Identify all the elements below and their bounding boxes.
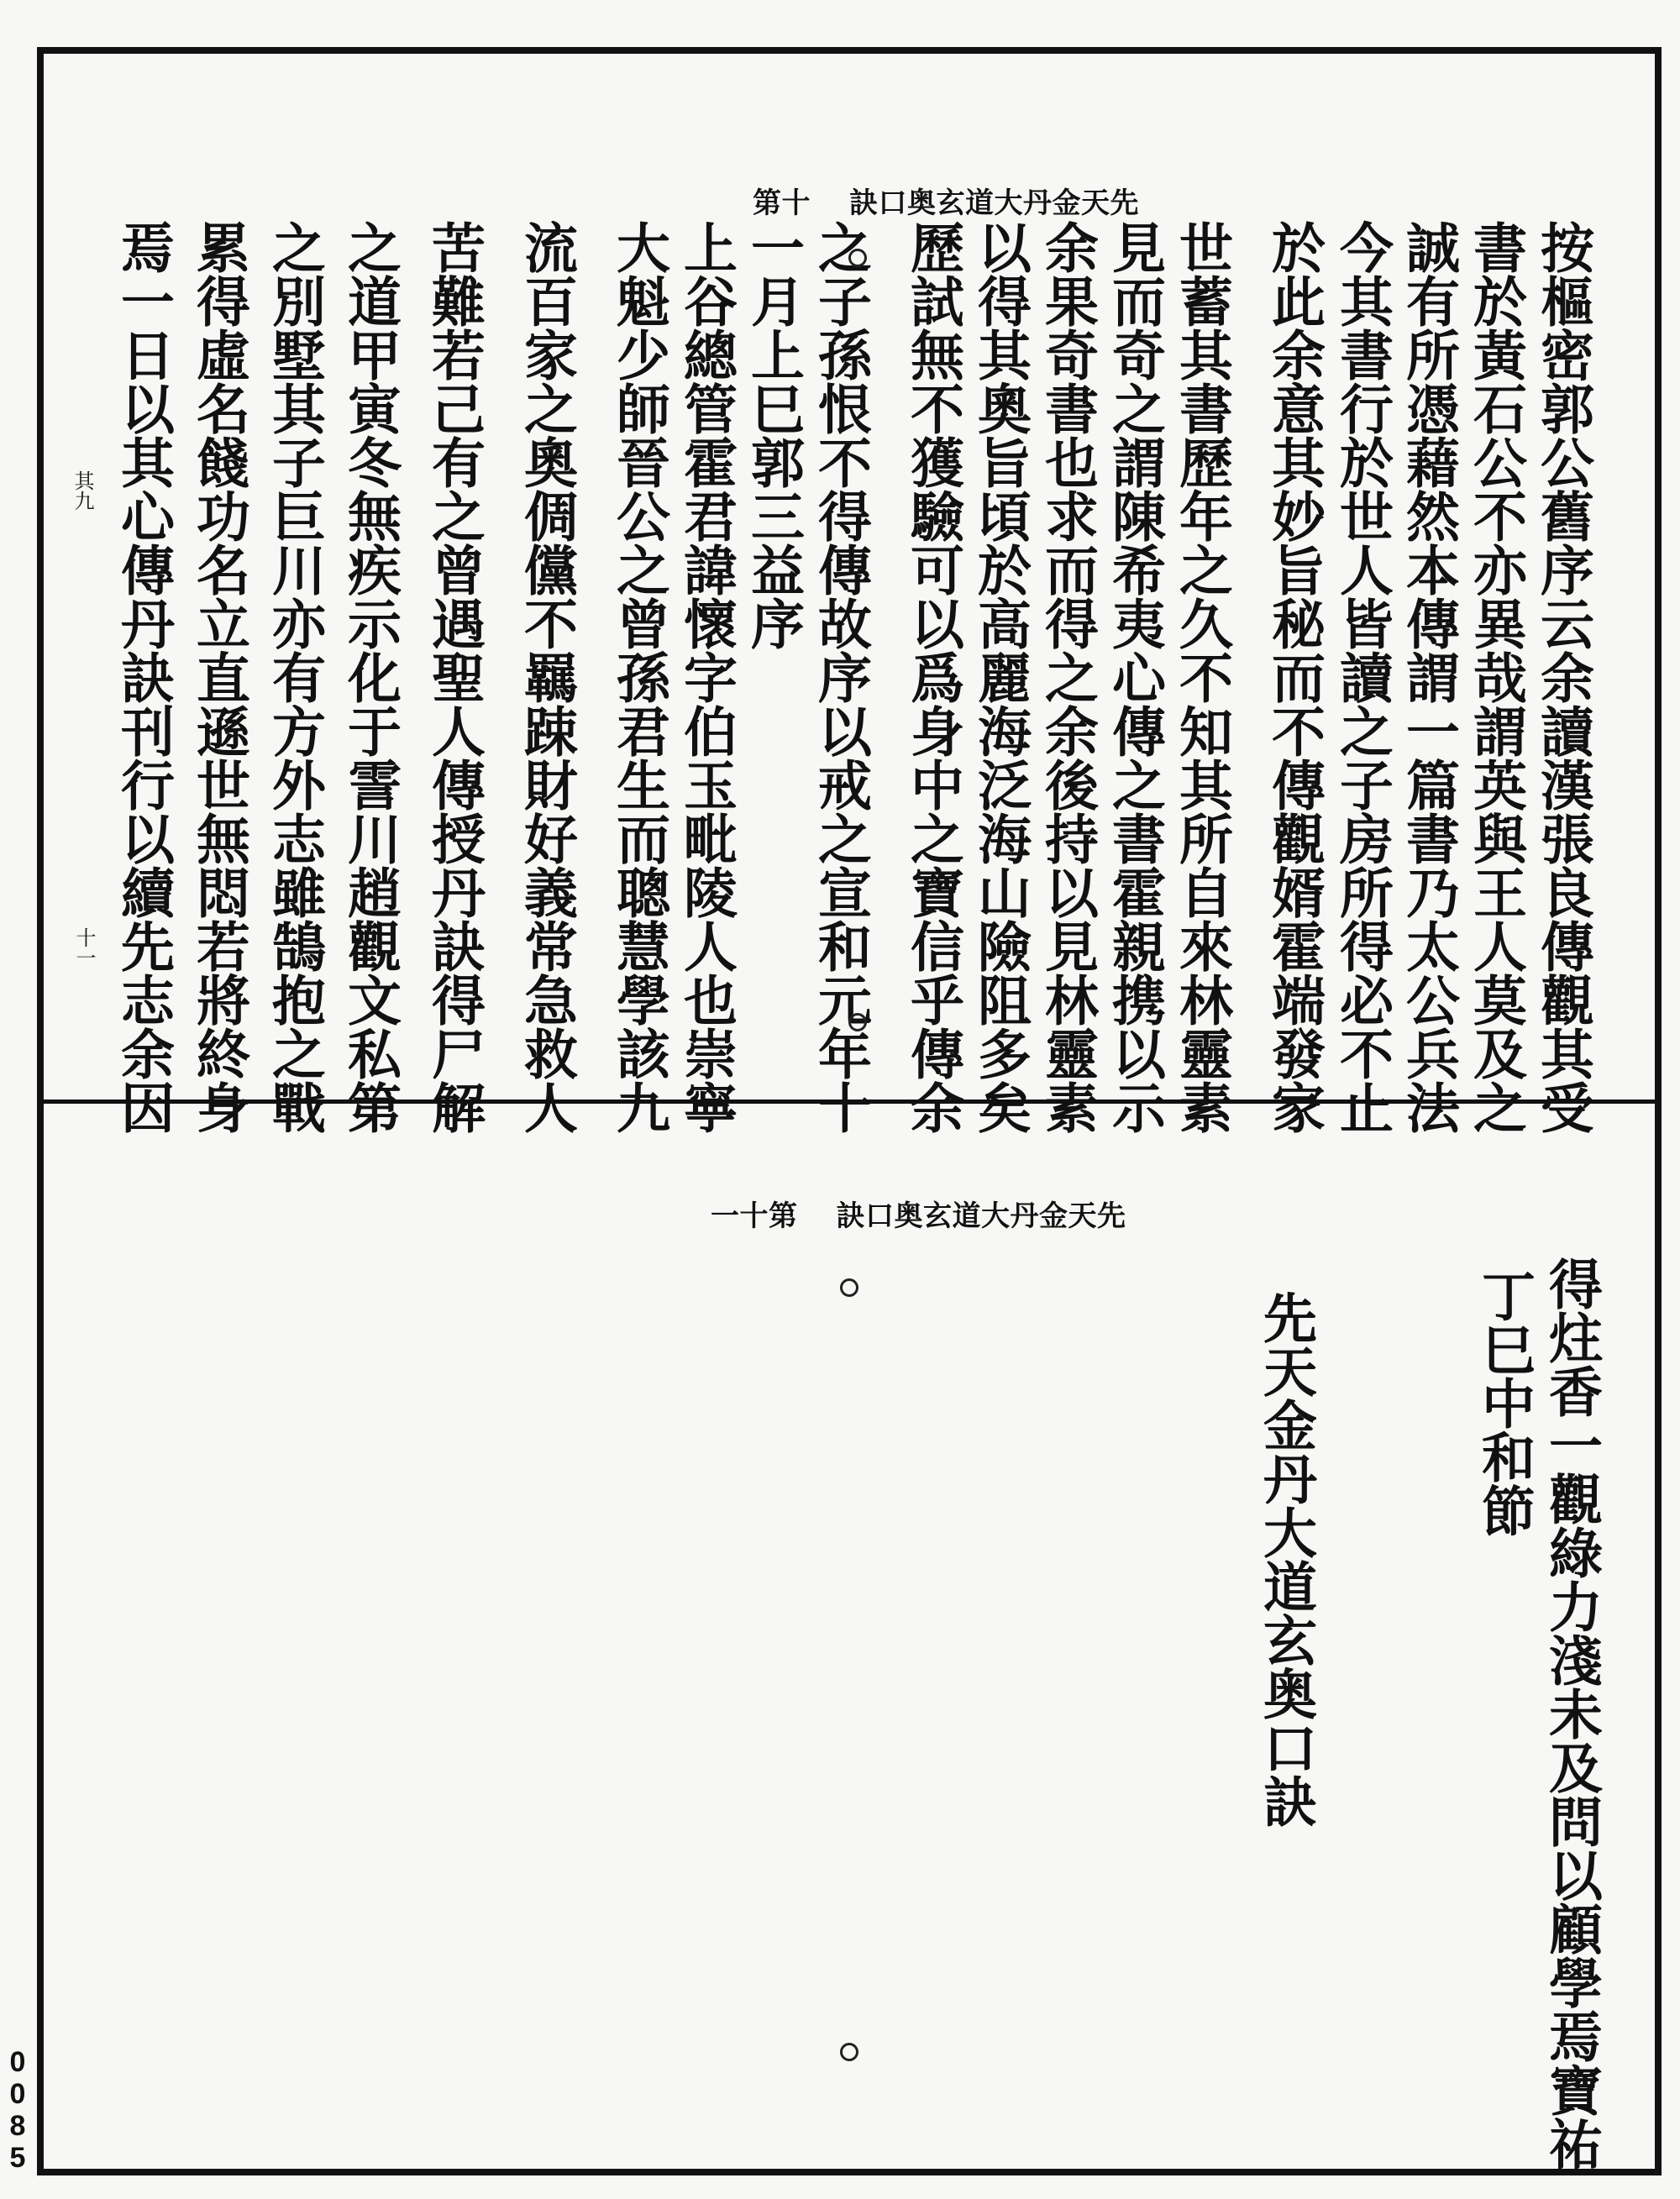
text-column: 大魁少師晉公之曾孫君生而聰慧學該九 [607,220,670,1134]
text-column: 丁巳中和節 [1473,1268,1536,1537]
text-column: 以得其奧旨頃於高麗海泛海山險阻多矣 [969,220,1032,1134]
text-column: 一月上巳郭三益序 [742,220,805,650]
text-column: 之子孫恨不得傳故序以戒之宣和元年十 [809,220,872,1134]
binding-hole-marker [848,249,867,267]
page-number: 0085 [2,2046,34,2174]
text-column: 之別墅其子巨川亦有方外志雖鵠抱之戰 [263,220,326,1134]
text-column: 焉一日以其心傳丹訣刊行以續先志余因 [112,220,175,1134]
text-column: 余果奇書也求而得之余後持以見林靈素 [1036,220,1099,1134]
text-column: 流百家之奧倜儻不羈踈財好義常急救人 [515,220,578,1134]
text-column: 書於黃石公不亦異哉謂英與王人莫及之 [1464,220,1527,1134]
bottom-running-header [711,1193,1126,1234]
bottom-header-title: 先天金丹大道玄奥口訣 [836,1199,1126,1233]
text-column: 先天金丹大道玄奥口訣 [1254,1290,1317,1828]
bottom-header-section: 第十一 [711,1199,798,1233]
margin-note: 十一 [72,927,96,968]
margin-note: 其九 [71,470,94,511]
text-column: 歷試無不獲驗可以爲身中之寶信乎傳余 [901,220,964,1134]
text-column: 之道甲寅冬無疾示化于霅川趙觀文私第 [339,220,402,1134]
text-column: 累得虛名餞功名立直遜世無悶若將終身 [187,220,250,1134]
text-column: 按樞密郭公舊序云余讀漢張良傳觀其受 [1531,220,1594,1134]
text-column: 於此余意其妙旨秘而不傳觀婿霍端發家 [1263,220,1326,1134]
binding-hole-marker [848,1013,867,1031]
binding-hole-marker [840,1278,858,1297]
text-column: 誠有所憑藉然本傳謂一篇書乃太公兵法 [1397,220,1460,1134]
text-column: 上谷總管霍君諱懷字伯玉毗陵人也崇寧 [675,220,738,1134]
text-column: 苦難若己有之曾遇聖人傳授丹訣得尸解 [423,220,486,1134]
text-column: 見而奇之謂陳希夷心傳之書霍親携以示 [1103,220,1166,1134]
top-header-title: 先天金丹大道玄奥口訣 [849,186,1139,220]
text-column: 今其書行於世人皆讀之子房所得必不止 [1331,220,1394,1134]
text-column: 得炷香一觀綠力淺未及問以顧學焉寶祐 [1540,1257,1603,2170]
top-running-header [753,180,1139,221]
text-column: 世蓄其書歷年之久不知其所自來林靈素 [1170,220,1233,1134]
binding-hole-marker [840,2043,858,2061]
top-header-section: 第十 [753,186,811,220]
